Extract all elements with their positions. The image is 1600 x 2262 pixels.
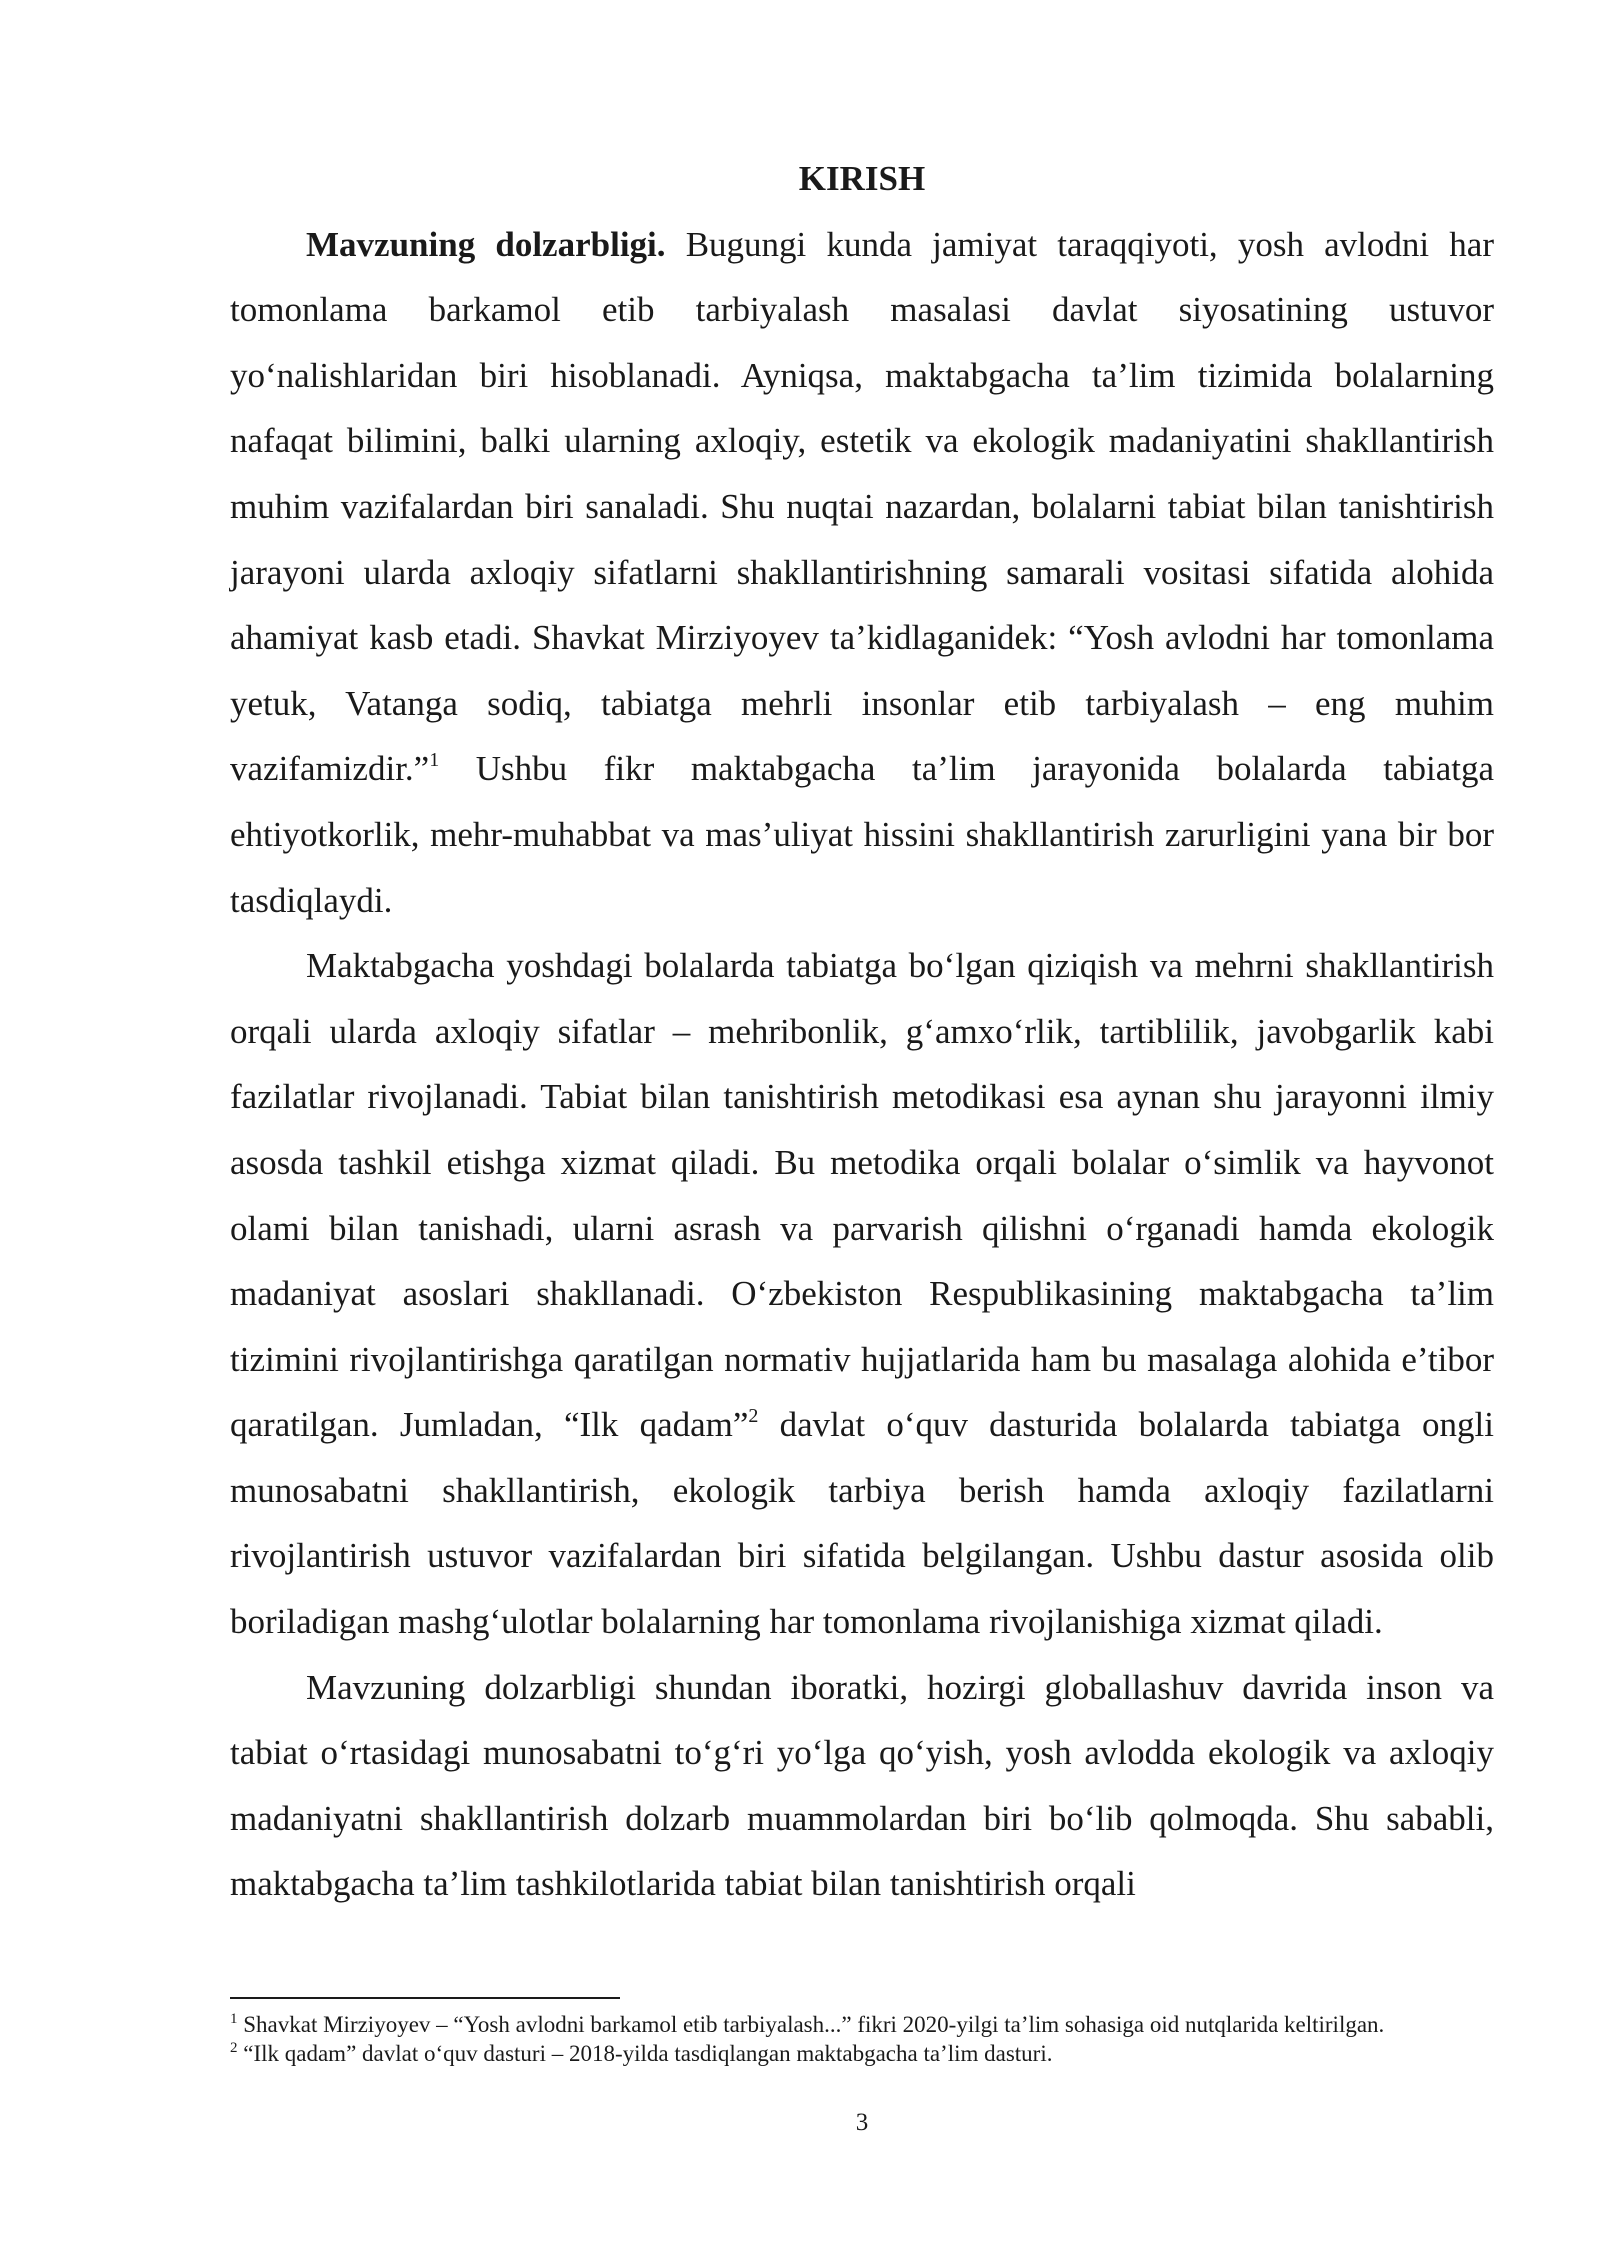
paragraph-text: Maktabgacha yoshdagi bolalarda tabiatga bo‘lgan qiziqish va mehrni shakllantirish orqali ularda axloqiy sifatlar – mehribonlik, g‘amxo‘rlik, tartiblilik, javobgarlik kabi fazilatlar rivojlanadi. Tabiat bilan tanishtirish metodikasi esa aynan shu jarayonni ilmiy asosda tashkil etishga xizmat qiladi. Bu metodika orqali bolalar o‘simlik va hayvonot olami bilan tanishadi, ularni asrash va parvarish qilishni o‘rganadi hamda ekologik madaniyat asoslari shakllanadi. O‘zbekiston Respublikasining maktabgacha ta’lim tizimini rivojlantirishga qaratilgan normativ hujjatlarida ham bu masalaga alohida e’tibor qaratilgan. Jumladan, “Ilk qadam” — [230, 946, 1494, 1445]
paragraph-1 — [230, 212, 1494, 934]
paragraph-2 — [230, 933, 1494, 1655]
paragraph-text: davlat o‘quv dasturida bolalarda tabiatga ongli munosabatni shakllantirish, ekologik tarbiya berish hamda axloqiy fazilatlarni rivojlantirish ustuvor vazifalardan biri sifatida belgilangan. Ushbu dastur asosida olib boriladigan mashg‘ulotlar bolalarning har tomonlama rivojlanishiga xizmat qiladi. — [230, 1405, 1494, 1642]
footnote-number: 2 — [230, 2040, 238, 2056]
footnote-separator — [230, 1997, 620, 1999]
main-text — [230, 146, 1494, 1917]
footnote-ref-1[interactable]: 1 — [429, 749, 440, 772]
footnote-text: “Ilk qadam” davlat o‘quv dasturi – 2018-yilda tasdiqlangan maktabgacha ta’lim dasturi. — [237, 2041, 1053, 2066]
paragraph-text: Mavzuning dolzarbligi shundan iboratki, hozirgi globallashuv davrida inson va tabiat o‘rtasidagi munosabatni to‘g‘ri yo‘lga qo‘yish, yosh avlodda ekologik va axloqiy madaniyatni shakllantirish dolzarb muammolardan biri bo‘lib qolmoqda. Shu sababli, maktabgacha ta’lim tashkilotlarida tabiat bilan tanishtirish orqali — [230, 1667, 1494, 1904]
section-heading: KIRISH — [798, 159, 926, 198]
footnotes — [230, 2010, 1494, 2068]
page-number: 3 — [855, 2109, 869, 2136]
paragraph-3 — [230, 1655, 1494, 1917]
footnote-number: 1 — [230, 2011, 238, 2027]
paragraph-text: Ushbu fikr maktabgacha ta’lim jarayonida bolalarda tabiatga ehtiyotkorlik, mehr-muhabbat va mas’uliyat hissini shakllantirish zarurligini yana bir bor tasdiqlaydi. — [230, 749, 1494, 920]
paragraph-text: Bugungi kunda jamiyat taraqqiyoti, yosh avlodni har tomonlama barkamol etib tarbiyalash masalasi davlat siyosatining ustuvor yo‘nalishlaridan biri hisoblanadi. Ayniqsa, maktabgacha ta’lim tizimida bolalarning nafaqat bilimini, balki ularning axloqiy, estetik va ekologik madaniyatini shakllantirish muhim vazifalardan biri sanaladi. Shu nuqtai nazardan, bolalarni tabiat bilan tanishtirish jarayoni ularda axloqiy sifatlarni shakllantirishning samarali vositasi sifatida alohida ahamiyat kasb etadi. Shavkat Mirziyoyev ta’kidlaganidek: “Yosh avlodni har tomonlama yetuk, Vatanga sodiq, tabiatga mehrli insonlar etib tarbiyalash – eng muhim vazifamizdir.” — [230, 224, 1494, 789]
footnote-1 — [230, 2010, 1494, 2039]
footnote-2 — [230, 2039, 1494, 2068]
footnote-ref-2[interactable]: 2 — [748, 1405, 759, 1428]
paragraph-lead: Mavzuning dolzarbligi. — [306, 224, 666, 264]
footnote-text: Shavkat Mirziyoyev – “Yosh avlodni barkamol etib tarbiyalash...” fikri 2020-yilgi ta’lim sohasiga oid nutqlarida keltirilgan. — [237, 2012, 1385, 2037]
